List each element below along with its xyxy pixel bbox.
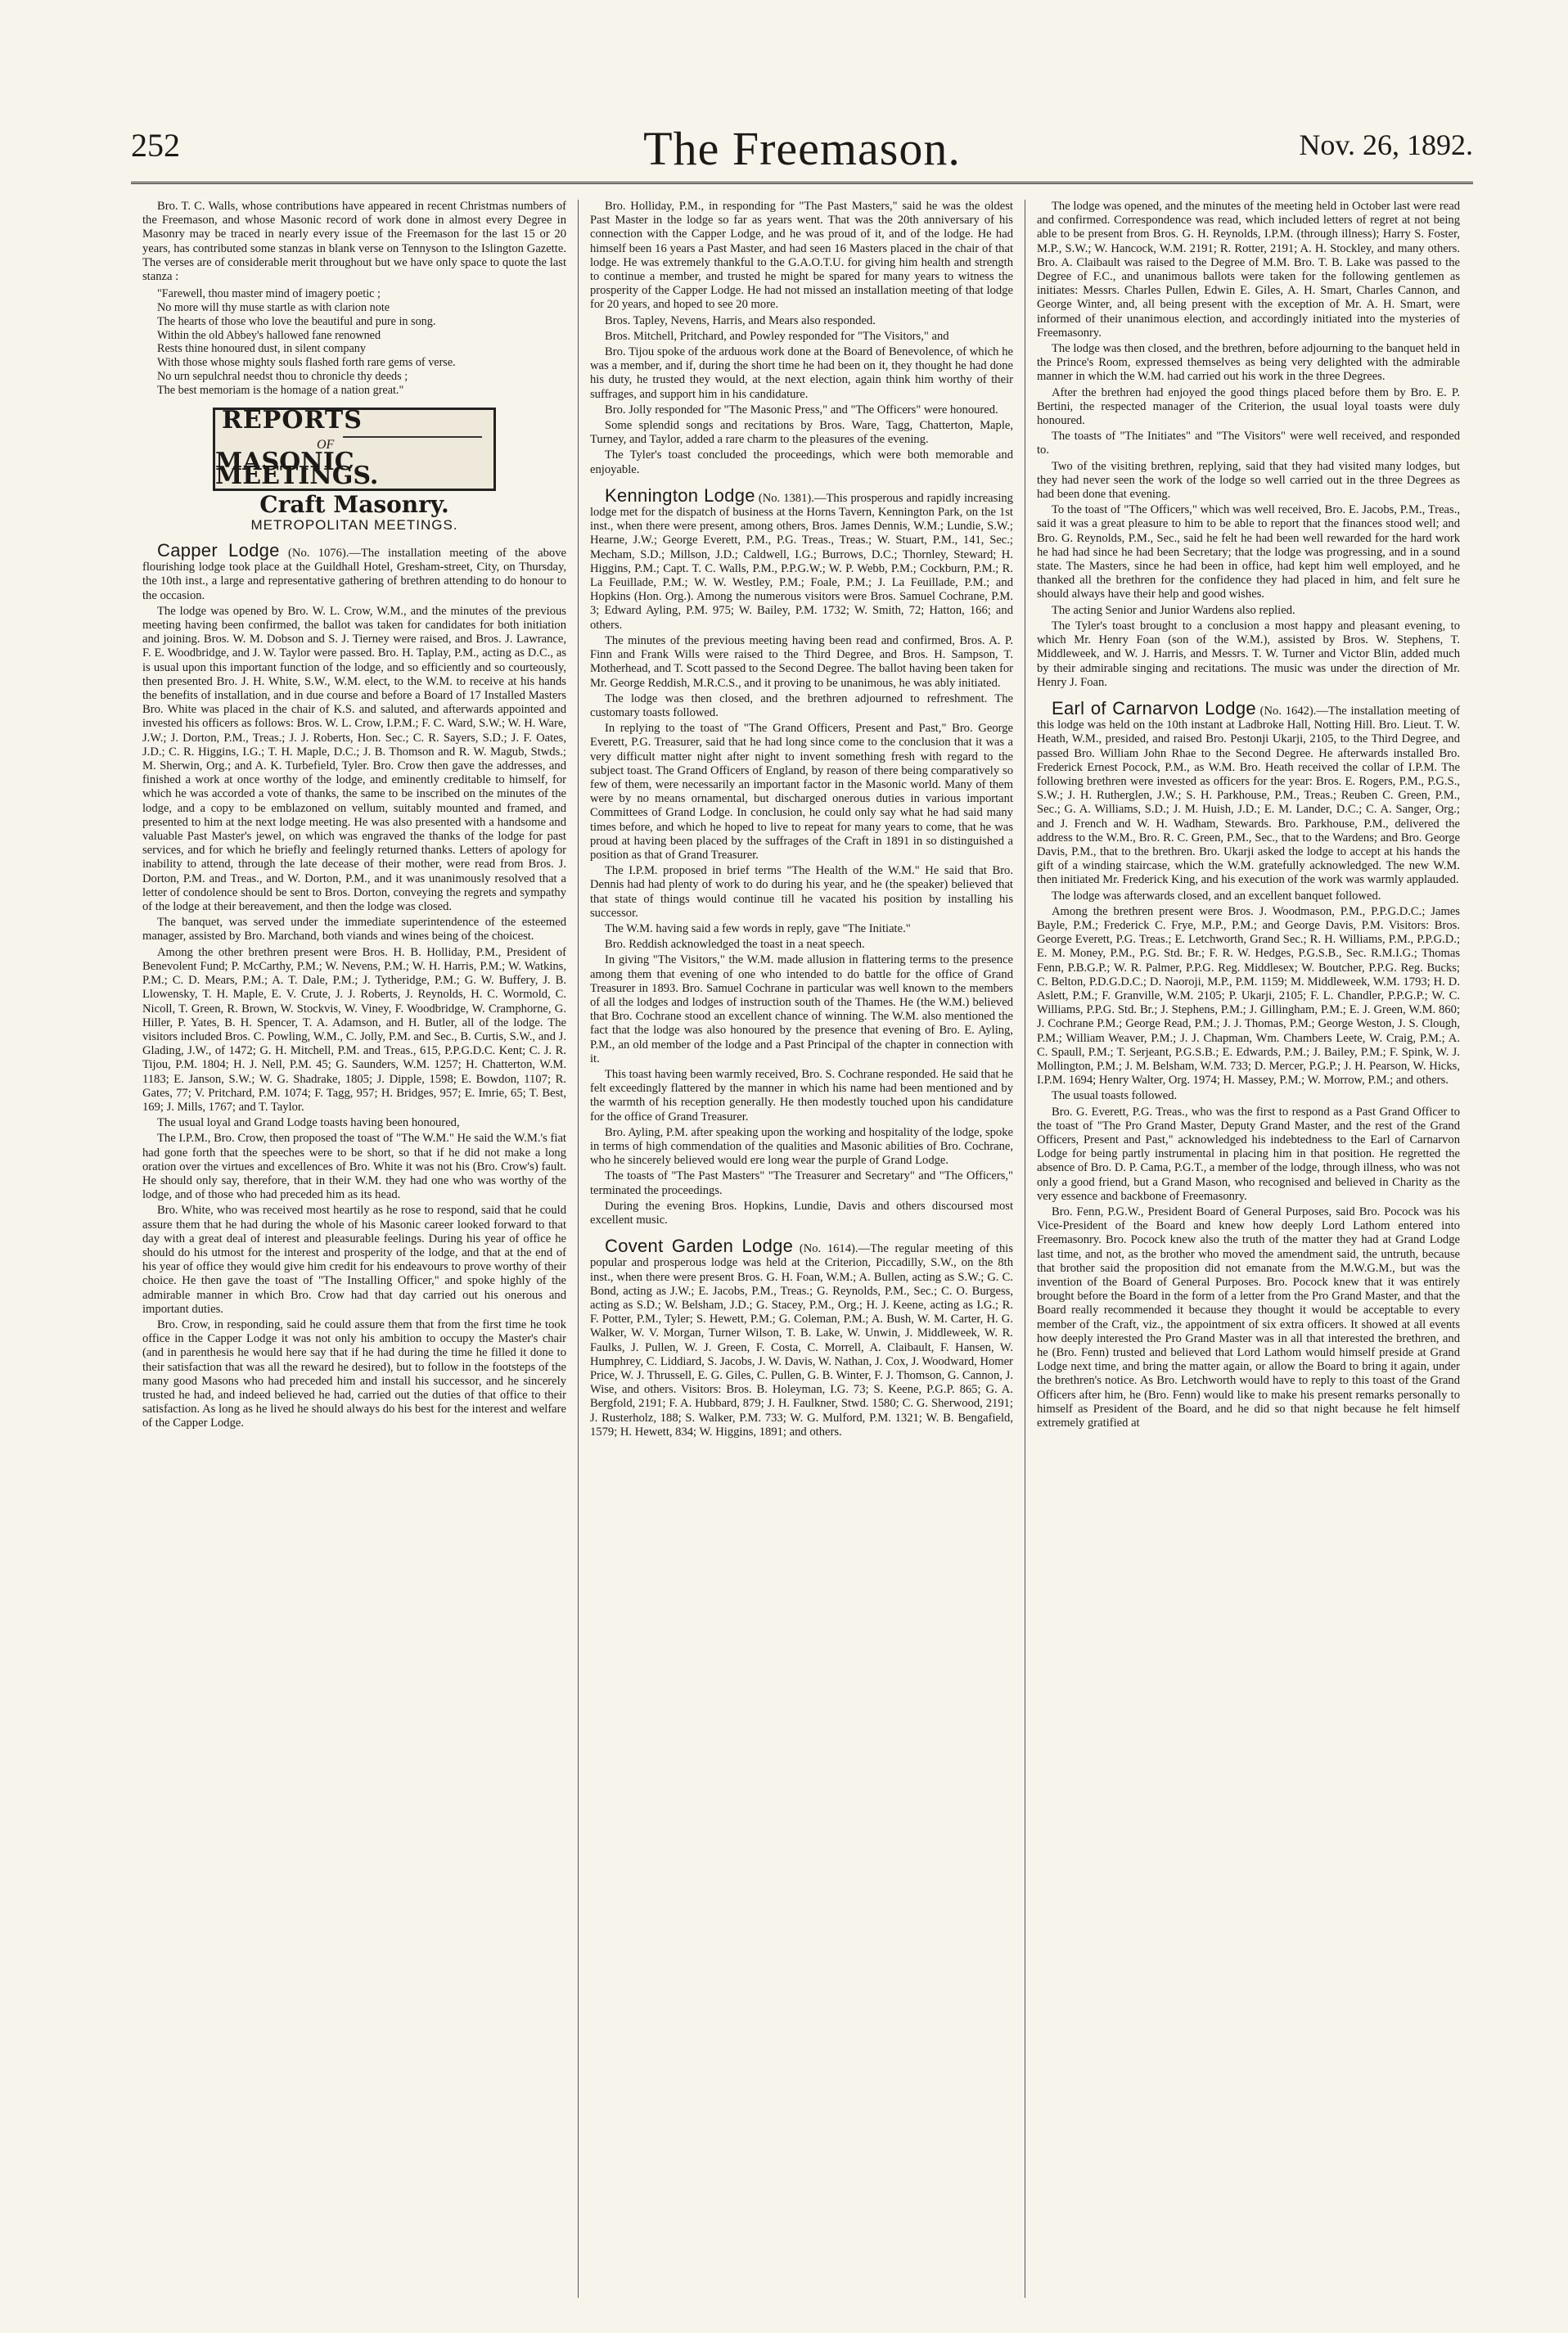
banner-of: OF (317, 437, 335, 452)
paragraph: Bros. Tapley, Nevens, Harris, and Mears also responded. (605, 313, 876, 327)
paragraph: Bro. Crow, in responding, said he could assure them that from the first time he took office in the Capper Lodge it was not only his ambition to occupy the Master's chair (and in parenthesis he would here say that if he had during the time he filled it done to their satisfaction that was all the reward he desired), but to follow in the footsteps of the many good Masons who had preceded him and install his successor, and he sincerely trusted he had, and indeed believed he had, carried out the duties of that office to their satisfaction. As long as he lived he should always do his best for the interest and welfare of the Capper Lodge. (142, 1317, 566, 1430)
paragraph: Bros. Mitchell, Pritchard, and Powley responded for "The Visitors," and (605, 329, 949, 343)
paragraph: Among the other brethren present were Bros. H. B. Holliday, P.M., President of Benevolent Fund; P. McCarthy, P.M.; W. Nevens, P.M.; W. H. Harris, P.M.; W. Watkins, P.M.; C. D. Mears, P.M.; A. T. Dale, P.M.; J. Tytheridge, P.M.; G. W. Buffery, J. B. Llowensky, T. H. Maple, E. V. Crute, J. J. Roberts, J. Reynolds, H. C. Wormold, C. Nicoll, T. Green, R. Brown, W. Stockvis, W. Viney, F. Woodbridge, W. Cramphorne, G. Hiller, P. Yates, B. H. Spencer, T. A. Adamson, and H. Butler, all of the lodge. The visitors included Bros. C. Powling, W.M., C. Jolly, P.M. and Sec., B. Curtis, S.W., and J. Glading, J.W., of 1472; G. H. Mitchell, P.M. and Treas., 615, P.P.G.D.C. Kent; C. J. R. Tijou, P.M. 1804; H. J. Nell, P.M. 45; G. Saunders, W.M. 1257; H. Chatterton, W.M. 1183; E. Janson, S.W.; W. G. Shadrake, 1805; J. Dipple, 1598; E. Bowdon, 1107; R. Gates, 77; V. Pritchard, P.M. 1074; F. Tagg, 957; H. Bridges, 957; E. Imrie, 65; T. Best, 169; J. Mills, 1767; and T. Taylor. (142, 945, 566, 1114)
lodge-report-covent-garden (590, 1236, 1013, 1439)
verse-line: The best memoriam is the homage of a nation great." (157, 383, 404, 397)
paragraph: Bro. White, who was received most heartily as he rose to respond, said that he could assure them that he had during the whole of his Masonic career looked forward to that day with a great deal of interest and pleasurable feelings. During his year of office he should do his utmost for the interest and prosperity of the lodge, and that at the end of his year of office they would give him credit for his endeavours to prove worthy of their choice. He then gave the toast of "The Installing Officer," and spoke highly of the admirable manner in which Bro. Crow had that day carried out his onerous and important duties. (142, 1204, 566, 1316)
banner-ornament (343, 413, 482, 438)
lodge-name: Earl of Carnarvon Lodge (1052, 697, 1256, 718)
paragraph: In giving "The Visitors," the W.M. made allusion in flattering terms to the presence among them that evening of one who intended to do battle for the office of Grand Treasurer in 1893. Bro. Samuel Cochrane in particular was well known to the members of all the lodges and lodges of instruction south of the Thames. He (the W.M.) believed that Bro. Cochrane stood an excellent chance of winning. The W.M. also mentioned the fact that the lodge was also honoured by the presence that evening of Bro. E. Ayling, P.M., an old member of the lodge and a Past Principal of the chapter in connection with it. (590, 953, 1013, 1065)
paragraph: Bro. G. Everett, P.G. Treas., who was the first to respond as a Past Grand Officer to the toast of "The Pro Grand Master, Deputy Grand Master, and the rest of the Grand Officers, Present and Past," acknowledged his indebtedness to the Earl of Carnarvon Lodge for being partly instrumental in placing him in that position. He regretted the absence of Bro. D. P. Cama, P.G.T., a member of the lodge, through illness, who was not only a good friend, but a Grand Mason, who recognised and believed in Charity as the very essence and backbone of Freemasonry. (1037, 1105, 1460, 1203)
paragraph: The usual toasts followed. (1052, 1089, 1178, 1103)
lodge-report-earl-of-carnarvon (1037, 697, 1460, 888)
banner-masonic-meetings: MASONIC MEETINGS. (215, 448, 379, 491)
paragraph: —The installation meeting of the above flourishing lodge took place at the Guildhall Hotel, Gresham-street, City, on Thursday, the 10th inst., a large and representative gathering of brethren attending to do honour to the occasion. (142, 547, 566, 602)
paragraph: The toasts of "The Past Masters" "The Treasurer and Secretary" and "The Officers," terminated the proceedings. (590, 1169, 1013, 1197)
page-number: 252 (131, 127, 180, 164)
lodge-name: Capper Lodge (157, 540, 280, 561)
verse-line: Rests thine honoured dust, in silent company (157, 342, 366, 356)
column-1 (131, 200, 578, 2298)
subsection-heading: METROPOLITAN MEETINGS. (250, 516, 458, 533)
paragraph: Bro. Holliday, P.M., in responding for "The Past Masters," said he was the oldest Past Master in the lodge so far as years went. That was the 20th anniversary of his connection with the Capper Lodge, and he was proud of it, and of the lodge. He had himself been 16 years a Past Master, and had seen 16 Masters placed in the chair of that lodge. He was extremely thankful to the G.A.O.T.U. for giving him health and strength to continue a member, and trusted he might be spared for many years to witness the prosperity of the Capper Lodge. He had not missed an installation meeting of that lodge for 20 years, and hoped to see 20 more. (590, 200, 1013, 312)
paragraph: After the brethren had enjoyed the good things placed before them by Bro. E. P. Bertini, the respected manager of the Criterion, the usual loyal toasts were duly honoured. (1037, 385, 1460, 428)
lodge-name: Covent Garden Lodge (605, 1236, 794, 1257)
paragraph: The minutes of the previous meeting having been read and confirmed, Bros. A. P. Finn and Frank Wills were raised to the Third Degree, and Bros. H. Sampson, T. Motherhead, and T. Scott passed to the Second Degree. The ballot having been taken for Mr. George Reddish, M.R.C.S., and it proving to be unanimous, he was ably initiated. (590, 633, 1013, 690)
lodge-number: (No. 1614). (799, 1242, 858, 1256)
columns (131, 200, 1473, 2298)
masthead (131, 121, 1473, 184)
paragraph: Among the brethren present were Bros. J. Woodmason, P.M., P.P.G.D.C.; James Bayle, P.M.; Frederick C. Frye, M.P., P.M.; and George Davis, P.M. Visitors: Bros. George Everett, P.G. Treas.; E. Letchworth, Grand Sec.; R. H. Williams, P.M., P.P.G.D.; E. M. Money, P.M., P.G. Std. Br.; F. R. W. Hedges, P.G.S.B., Sec. R.M.I.G.; Thomas Fenn, P.B.G.P.; W. R. Palmer, P.P.G. Reg. Middlesex; W. Boutcher, P.P.G. Reg. Bucks; C. Belton, P.D.G.D.C.; D. Naoroji, M.P., P.M. 1159; M. Middleweek, W.M. 1793; H. D. Aslett, P.M.; F. Granville, W.M. 2105; P. Ukarji, 2105; F. L. Chandler, P.P.G.P.; W. C. Williams, P.P.G. Std. Br.; J. Stephens, P.M.; J. Gillingham, P.M.; E. J. Green, W.M. 860; J. Cochrane P.M.; George Read, P.M.; J. J. Thomas, P.M.; George Weston, J. S. Clough, P.M.; William Weaver, P.M.; J. J. Chapman, Wm. Chambers Leete, W. Craig, P.M.; A. C. Spaull, P.M.; T. Serjeant, P.G.S.B.; E. Edwards, P.M.; J. Bailey, P.M.; F. Spink, W. J. Mollington, P.M.; J. M. Belsham, W.M. 733; D. Mercer, P.G.P.; J. H. Pearson, W. Hicks, I.P.M. 1694; Henry Walter, Org. 1974; H. Massey, P.M.; W. Morrow, P.M.; and others. (1037, 904, 1460, 1088)
verse-line: No more will thy muse startle as with clarion note (157, 301, 390, 315)
paragraph: The toasts of "The Initiates" and "The Visitors" were well received, and responded to. (1037, 430, 1460, 457)
paragraph: The usual loyal and Grand Lodge toasts having been honoured, (157, 1116, 460, 1130)
paragraph: The acting Senior and Junior Wardens also replied. (1052, 603, 1295, 617)
paragraph: The Tyler's toast concluded the proceedings, which were both memorable and enjoyable. (590, 448, 1013, 476)
banner-reports: REPORTS (222, 405, 363, 435)
paragraph: The lodge was afterwards closed, and an excellent banquet followed. (1052, 889, 1381, 903)
paragraph: Bro. Fenn, P.G.W., President Board of General Purposes, said Bro. Pocock was his Vice-President of the Board and knew how deeply Lord Lathom entered into Freemasonry. Bro. Pocock knew also the truth of the matter they had at Grand Lodge last time, and not, as the brother who moved the amendment said, the untruth, because that brother said the proposition did not emanate from the M.W.G.M., but was the invention of the Board of General Purposes. Bro. Pocock knew that it was entirely brought before the Board in the form of a letter from the Pro Grand Master, and that the Board really recommended it because they thought it would be acceptable to every member of the Craft, viz., the appointment of six extra officers. It showed at all events how deeply interested the Pro Grand Master was in all that interested the brethren, and he (Bro. Fenn) trusted and believed that Lord Lathom would himself preside at Grand Lodge next time, and bring the matter again, or allow the Board to bring it again, under the brethren's notice. As Bro. Letchworth would have to reply to this toast of the Grand Officers after him, he (Bro. Fenn) would like to make his present remarks personally to himself as President of the Board, and he did so that night because he felt himself extremely gratified at (1037, 1205, 1460, 1430)
reports-banner (213, 405, 496, 491)
lodge-report-capper (142, 540, 566, 603)
paragraph: Some splendid songs and recitations by Bros. Ware, Tagg, Chatterton, Maple, Turney, and Taylor, added a rare charm to the pleasures of the evening. (590, 419, 1013, 447)
paragraph: Bro. Tijou spoke of the arduous work done at the Board of Benevolence, of which he was a member, and if, during the short time he had been on it, they thought he had done his duty, he trusted they would, at the next election, again think him worthy of their suffrages, and support him in his candidature. (590, 345, 1013, 401)
lodge-number: (No. 1076). (288, 547, 349, 560)
paragraph: The lodge was opened by Bro. W. L. Crow, W.M., and the minutes of the previous meeting having been confirmed, the ballot was taken for candidates for both initiation and joining. Bros. W. M. Dobson and S. J. Tierney were raised, and Bros. J. Lawrance, F. E. Woodbridge, and J. W. Taylor were passed. Bro. H. Taplay, P.M., acting as D.C., as is usual upon this important function of the lodge, and so efficiently and so courteously, then presented Bro. J. H. White, S.W., W.M. elect, to the W.M. to receive at his hands the benefits of installation, and in due course and before a Board of 17 Installed Masters Bro. White was placed in the chair of K.S. and saluted, and afterwards appointed and invested his officers as follows: Bros. W. L. Crow, I.P.M.; F. C. Ward, S.W.; W. H. Ware, J.W.; J. Dorton, P.M., Treas.; J. J. Roberts, Hon. Sec.; C. R. Sayers, S.D.; J. F. Oates, J.D.; C. R. Higgins, I.G.; T. H. Maple, D.C.; J. B. Thomson and R. W. Magub, Stwds.; M. Sherwin, Org.; and A. K. Turbefield, Tyler. Bro. Crow then gave the addresses, and finished a work at once worthy of the lodge, and eminently creditable to himself, for which he was accorded a vote of thanks, the same to be inscribed on the minutes of the lodge, and a copy to be emblazoned on vellum, suitably mounted and framed, and presented to him at the next lodge meeting. He was also presented with a handsome and valuable Past Master's jewel, on which was engraved the thanks of the lodge for past services, and for which he briefly and feelingly returned thanks. Letters of apology for inability to attend, through the late decease of their mother, were read from Bros. J. Dorton, P.M. and Treas., and W. Dorton, P.M., and it was unanimously resolved that a letter of condolence should be sent to Bros. Dorton, conveying the regrets and sympathy of the lodge at their bereavement, and then the lodge was closed. (142, 604, 566, 914)
paragraph: This toast having been warmly received, Bro. S. Cochrane responded. He said that he felt exceedingly flattered by the manner in which his name had been mentioned and by the warmth of his reception generally. He then modestly touched upon his candidature for the office of Grand Treasurer. (590, 1067, 1013, 1124)
paragraph: Bro. Ayling, P.M. after speaking upon the working and hospitality of the lodge, spoke in terms of high commendation of the qualities and Masonic abilities of Bro. Cochrane, who he sincerely believed would ere long wear the purple of Grand Lodge. (590, 1125, 1013, 1168)
lodge-number: (No. 1642). (1259, 704, 1317, 718)
paragraph: —This prosperous and rapidly increasing lodge met for the dispatch of business at the Horns Tavern, Kennington Park, on the 1st inst., when there were present, among others, Bros. James Dennis, W.M.; Lundie, S.W.; Hearne, J.W.; George Everett, P.M., P.G. Treas., Treas.; W. Stuart, P.M., 141, Sec.; Mecham, S.D.; Millson, J.D.; Caldwell, I.G.; Burrows, D.C.; Thornley, Steward; H. Higgins, P.M.; Capt. T. C. Walls, P.M., P.P.G.W.; W. P. Webb, P.M.; Cockburn, P.M.; R. La Feuillade, P.M.; W. W. Westley, P.M.; Foale, P.M.; J. La Feuillade, P.M.; and Hopkins (Hon. Org.). Among the numerous visitors were Bros. Samuel Cochrane, P.M. 3; Edward Ayling, P.M. 975; W. Bailey, P.M. 1732; W. Smith, 72; Hatton, 166; and others. (590, 491, 1013, 632)
paragraph: The lodge was then closed, and the brethren, before adjourning to the banquet held in the Prince's Room, expressed themselves as being very delighted with the admirable manner in which the W.M. had carried out his work in the three Degrees. (1037, 342, 1460, 384)
verse-stanza (157, 287, 566, 397)
lodge-name: Kennington Lodge (605, 484, 755, 506)
verse-line: No urn sepulchral needst thou to chronicle thy deeds ; (157, 370, 408, 383)
issue-date: Nov. 26, 1892. (1299, 128, 1473, 161)
verse-line: The hearts of those who love the beautiful and pure in song. (157, 314, 436, 328)
lodge-number: (No. 1381). (758, 491, 814, 505)
lodge-report-kennington (590, 484, 1013, 633)
publication-title: The Freemason. (643, 122, 961, 175)
paragraph: The lodge was opened, and the minutes of the meeting held in October last were read and confirmed. Correspondence was read, which included letters of regret at not being able to be present from Bros. G. H. Reynolds, I.P.M. (through illness); Harry S. Foster, M.P., S.W.; W. Hancock, W.M. 2191; R. Rotter, 2191; A. H. Stockley, and many others. Bro. A. Claibault was raised to the Degree of M.M. Bro. T. B. Lake was passed to the Degree of F.C., and unanimous ballots were taken for the following gentlemen as initiates: Messrs. Charles Pullen, Edwin E. Giles, A. H. Smart, Charles Cannon, and George Winter, and, all being present with the exception of Mr. A. H. Smart, were informed of their unanimous election, and accordingly initiated into the mysteries of Freemasonry. (1037, 200, 1460, 340)
paragraph: —The regular meeting of this popular and prosperous lodge was held at the Criterion, Piccadilly, S.W., on the 8th inst., when there were present Bros. G. H. Foan, W.M.; A. Bullen, acting as S.W.; G. C. Bond, acting as J.W.; E. Jacobs, P.M., Treas.; G. Reynolds, P.M., Sec.; C. O. Burgess, acting as S.D.; W. Belsham, J.D.; G. Stacey, P.M., Org.; H. J. Keene, acting as I.G.; R. F. Potter, P.M., Tyler; S. Hewett, P.M.; G. Coleman, P.M.; A. Bush, W. M. Carter, H. G. Walker, W. V. Morgan, Turner Wilson, T. B. Lake, W. Unwin, J. Middleweek, W. R. Faulks, J. Pullen, W. J. Green, F. Costa, C. Morrell, A. Claibault, F. Hansen, W. Humphrey, C. Liddiard, S. Jacobs, J. W. Davis, W. Nathan, J. Cox, J. Woodward, Homer Price, W. J. Thrussell, E. G. Giles, C. Pullen, G. B. Winter, F. J. Thomson, G. Cannon, J. Wise, and others. Visitors: Bros. B. Holeyman, I.G. 73; S. Keene, P.G.P. 865; G. A. Bergfold, 2191; F. A. Hubbard, 879; J. H. Faulkner, Stwd. 1580; C. G. Sherwood, 2191; J. Rusterholz, 188; S. Walker, P.M. 733; W. G. Mulford, P.M. 1321; W. B. Bengafield, 1579; H. Hewett, 834; W. Higgins, 1891; and others. (590, 1242, 1013, 1439)
verse-line: Within the old Abbey's hallowed fane renowned (157, 328, 381, 342)
paragraph: Bro. Reddish acknowledged the toast in a neat speech. (605, 938, 865, 952)
paragraph: The banquet, was served under the immediate superintendence of the esteemed manager, assisted by Bro. Marchand, both viands and wines being of the choicest. (142, 916, 566, 944)
section-heading: Craft Masonry. (259, 490, 449, 518)
paragraph: The I.P.M. proposed in brief terms "The Health of the W.M." He said that Bro. Dennis had had plenty of work to do during his year, and he (the speaker) believed that that state of things would continue till he vacated his position by installing his successor. (590, 864, 1013, 920)
paragraph: Bro. Jolly responded for "The Masonic Press," and "The Officers" were honoured. (605, 403, 998, 417)
column-2 (578, 200, 1025, 2298)
paragraph: The Tyler's toast brought to a conclusion a most happy and pleasant evening, to which Mr. Henry Foan (son of the W.M.), assisted by Bros. W. Stephens, T. Middleweek, and W. J. Harris, and Messrs. T. W. Turner and Victor Blin, added much by their admirable singing and recitations. The music was under the direction of Mr. Henry J. Foan. (1037, 619, 1460, 689)
newspaper-page (131, 121, 1473, 2298)
paragraph: The I.P.M., Bro. Crow, then proposed the toast of "The W.M." He said the W.M.'s fiat had gone forth that the speeches were to be short, so that if he did not make a long oration over the virtues and excellences of Bro. White it was not his (Bro. Crow's) fault. He should only say, therefore, that in their W.M. they had one who was worthy of the lodge, and of those who had preceded him as its head. (142, 1132, 566, 1202)
paragraph: —The installation meeting of this lodge was held on the 10th instant at Ladbroke Hall, Notting Hill. Bro. Lieut. T. W. Heath, W.M., presided, and raised Bro. Pestonji Ukarji, 2105, to the Third Degree, and passed Bro. William John Rhae to the Second Degree. He afterwards installed Bro. Frederick Ernest Pocock, P.M., as W.M. Bro. Heath received the collar of I.P.M. The following brethren were invested as officers for the year: Bros. E. Rogers, P.M., P.G.S., S.W.; J. H. Rutherglen, J.W.; S. H. Parkhouse, P.M., Treas.; Reuben C. Green, P.M., Sec.; G. A. Williams, S.D.; J. M. Huish, J.D.; E. M. Lander, D.C.; C. A. Sanger, Org.; and J. French and W. H. Wadham, Stewards. Bro. Parkhouse, P.M., delivered the address to the W.M., Bro. R. C. Green, P.M., Sec., that to the Wardens; and Bro. George Davis, P.M., that to the brethren. Bro. Ukarji asked the lodge to accept at his hands the gift of a winding staircase, which the W.M. gratefully acknowledged. The new W.M. then initiated Mr. Frederick King, and his execution of the work was warmly applauded. (1037, 704, 1460, 887)
paragraph: The lodge was then closed, and the brethren adjourned to refreshment. The customary toasts followed. (590, 691, 1013, 719)
paragraph: During the evening Bros. Hopkins, Lundie, Davis and others discoursed most excellent music. (590, 1199, 1013, 1227)
paragraph: The W.M. having said a few words in reply, gave "The Initiate." (605, 921, 911, 935)
paragraph: Two of the visiting brethren, replying, said that they had visited many lodges, but they had never seen the work of the lodge so well carried out in the three Degrees as had been done that evening. (1037, 459, 1460, 502)
intro-paragraph: Bro. T. C. Walls, whose contributions have appeared in recent Christmas numbers of the Freemason, and whose Masonic record of work done in almost every Degree in Masonry may be traced in nearly every issue of the Freemason for the last 15 or 20 years, has contributed some stanzas in blank verse on Tennyson to the Islington Gazette. The verses are of considerable merit throughout but we have only space to quote the last stanza : (142, 200, 566, 284)
paragraph: To the toast of "The Officers," which was well received, Bro. E. Jacobs, P.M., Treas., said it was a great pleasure to him to be able to report that the finances stood well; and Bro. G. Reynolds, P.M., Sec., said he felt he had been well rewarded for the hard work he had had since he had been Secretary; that the lodge was progressing, and in a sound state. The Masters, since he had been in office, had kept him well employed, and he thanked all the brethren for the confidence they had placed in him, and felt sure he should always have their help and good wishes. (1037, 503, 1460, 601)
verse-line: With those whose mighty souls flashed forth rare gems of verse. (157, 356, 456, 370)
paragraph: In replying to the toast of "The Grand Officers, Present and Past," Bro. George Everett, P.G. Treasurer, said that he had long since come to the conclusion that it was a very difficult matter night after night to invent something fresh with regard to the subject toast. The Grand Officers of England, by reason of there being comparatively so few of them, were necessarily an important factor in the Masonic world. Many of them were by no means ornamental, but discharged onerous duties in various important Committees of Grand Lodge. In conclusion, he could only say what he had said many times before, and which he hoped to live to repeat for many years to come, that he was proud at having been placed by the suffrages of the Craft in 1891 in so distinguished a position as that of Grand Treasurer. (590, 722, 1013, 862)
verse-line: "Farewell, thou master mind of imagery poetic ; (157, 287, 381, 301)
column-3 (1025, 200, 1471, 2298)
